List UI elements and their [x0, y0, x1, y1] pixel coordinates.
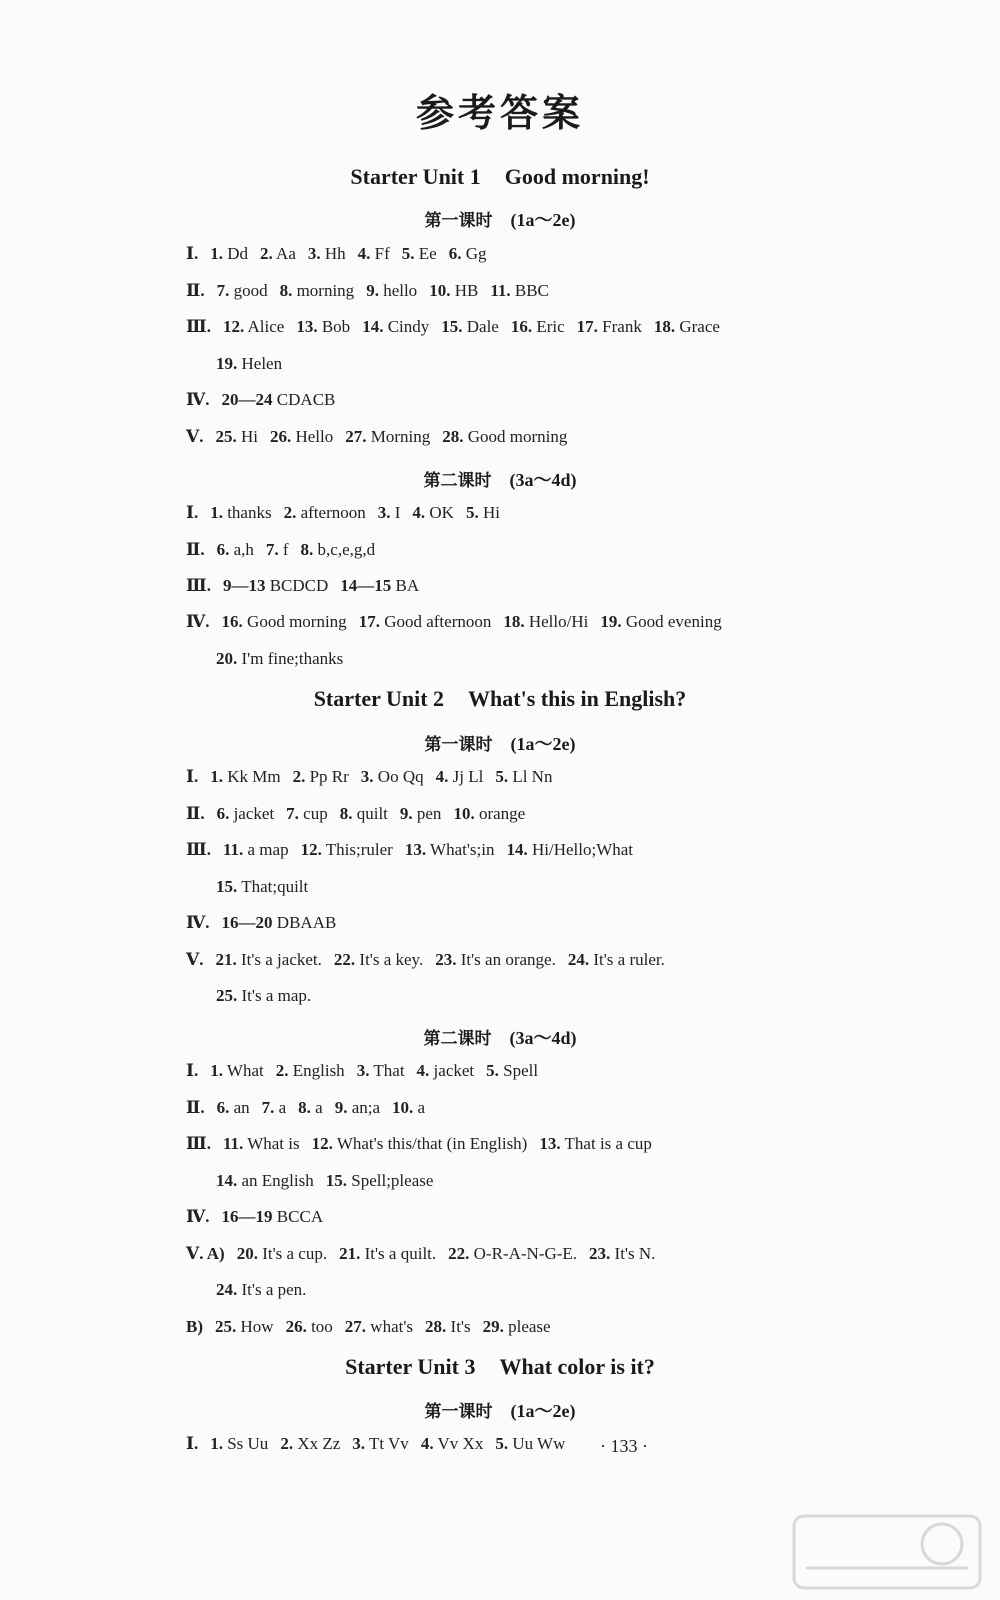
answer-line — [186, 244, 487, 264]
question-number: 11. — [222, 1134, 244, 1153]
unit-2-title-subtitle: What's this in English? — [468, 686, 687, 711]
answer-text: quilt — [356, 804, 388, 823]
answer-line — [186, 540, 375, 560]
answer-text: What — [226, 1061, 264, 1080]
answer-text: DBAAB — [276, 913, 337, 932]
answer-text: Dale — [466, 317, 499, 336]
question-number: 23. — [435, 950, 457, 969]
section-numeral: Ⅲ. — [186, 317, 211, 336]
question-number: 14—15 — [340, 576, 392, 595]
answer-text: hello — [383, 281, 418, 300]
answer-text: Good morning — [467, 427, 568, 446]
question-number: 28. — [425, 1317, 447, 1336]
question-number: 21. — [339, 1244, 361, 1263]
answer-text: BA — [395, 576, 420, 595]
answer-text: Vv Xx — [437, 1434, 484, 1453]
question-number: 3. — [360, 767, 374, 786]
answer-text: Pp Rr — [309, 767, 349, 786]
question-number: 20. — [236, 1244, 258, 1263]
answer-text: Hi — [482, 503, 500, 522]
question-number: 17. — [576, 317, 598, 336]
question-number: 22. — [448, 1244, 470, 1263]
answer-text: Alice — [247, 317, 285, 336]
answer-text: Hi/Hello;What — [532, 840, 634, 859]
answer-text: CDACB — [276, 390, 336, 409]
question-number: 13. — [296, 317, 318, 336]
question-number: 5. — [495, 767, 509, 786]
question-number: 16. — [510, 317, 533, 336]
answer-text: It's — [450, 1317, 471, 1336]
section-numeral: Ⅱ. — [186, 540, 205, 559]
question-number: 6. — [216, 1098, 230, 1117]
section-numeral: Ⅰ. — [186, 1061, 199, 1080]
answer-text: Hi — [240, 427, 258, 446]
unit-2-lesson-2-title — [0, 1024, 1000, 1050]
section-numeral: Ⅱ. — [186, 281, 205, 300]
answer-text: What's this/that (in English) — [336, 1134, 528, 1153]
answer-text: BBC — [514, 281, 549, 300]
section-numeral: Ⅲ. — [186, 1134, 211, 1153]
answer-text: Grace — [679, 317, 720, 336]
question-number: 25. — [215, 427, 237, 446]
question-number: 15. — [216, 877, 238, 896]
section-numeral: Ⅲ. — [186, 840, 211, 859]
question-number: 4. — [357, 244, 371, 263]
answer-text: That — [373, 1061, 405, 1080]
lesson-label: 第一课时 — [424, 211, 493, 231]
question-number: 9. — [399, 804, 413, 823]
question-number: 17. — [358, 612, 380, 631]
answer-text: afternoon — [300, 503, 366, 522]
lesson-range: (3a～4d) — [509, 1028, 577, 1048]
answer-text: What's;in — [430, 840, 495, 859]
question-number: 18. — [653, 317, 676, 336]
section-numeral: Ⅳ. — [186, 913, 210, 932]
answer-text: OK — [429, 503, 454, 522]
question-number: 24. — [216, 1280, 238, 1299]
section-numeral: Ⅴ. — [186, 427, 204, 446]
question-number: 12. — [311, 1134, 333, 1153]
question-number: 2. — [275, 1061, 289, 1080]
unit-2-title — [0, 686, 1000, 712]
lesson-range: (1a～2e) — [510, 734, 576, 754]
answer-text: Hh — [324, 244, 346, 263]
section-numeral: Ⅰ. — [186, 767, 199, 786]
answer-text: an English — [241, 1171, 314, 1190]
question-number: 7. — [265, 540, 279, 559]
answer-text: a — [417, 1098, 426, 1117]
question-number: 22. — [333, 950, 356, 969]
answer-text: Cindy — [387, 317, 430, 336]
answer-text: Good evening — [625, 612, 722, 631]
question-number: 2. — [280, 1434, 294, 1453]
question-number: 12. — [300, 840, 322, 859]
question-number: 27. — [344, 1317, 367, 1336]
answer-text: Ee — [418, 244, 437, 263]
answer-text: Ll Nn — [512, 767, 553, 786]
lesson-label: 第一课时 — [424, 735, 493, 755]
question-number: 14. — [216, 1171, 238, 1190]
question-number: 3. — [352, 1434, 366, 1453]
question-number: 25. — [215, 1317, 237, 1336]
answer-text: morning — [296, 281, 355, 300]
answer-text: English — [292, 1061, 345, 1080]
question-number: 3. — [377, 503, 391, 522]
answer-text: jacket — [233, 804, 275, 823]
answer-line — [186, 317, 720, 337]
unit-1-title-name: Starter Unit 1 — [350, 164, 481, 189]
lesson-range: (1a～2e) — [510, 1401, 576, 1421]
question-number: 1. — [210, 244, 223, 263]
answer-text: It's a pen. — [241, 1280, 307, 1299]
answer-text: It's a map. — [241, 986, 312, 1005]
answer-text: an — [233, 1098, 250, 1117]
unit-3-title-name: Starter Unit 3 — [345, 1354, 476, 1379]
answer-text: f — [282, 540, 289, 559]
watermark-logo-icon — [792, 1512, 982, 1592]
answer-text: b,c,e,g,d — [317, 540, 376, 559]
question-number: 7. — [261, 1098, 275, 1117]
section-numeral: Ⅰ. — [186, 1434, 199, 1453]
unit-1-title — [0, 164, 1000, 190]
question-number: 6. — [448, 244, 462, 263]
question-number: 16. — [221, 612, 243, 631]
question-number: 9. — [334, 1098, 348, 1117]
answer-line — [186, 1098, 425, 1118]
question-number: 15. — [441, 317, 463, 336]
question-number: 19. — [600, 612, 622, 631]
answer-line — [186, 390, 335, 410]
answer-text: jacket — [433, 1061, 475, 1080]
answer-line — [216, 354, 282, 374]
answer-line — [186, 612, 722, 632]
answer-text: please — [508, 1317, 551, 1336]
answer-text: orange — [478, 804, 526, 823]
lesson-range: (1a～2e) — [510, 210, 576, 230]
answer-text: Oo Qq — [377, 767, 424, 786]
answer-text: Spell — [503, 1061, 539, 1080]
answer-line — [186, 576, 419, 596]
lesson-label: 第一课时 — [424, 1402, 493, 1422]
question-number: 3. — [307, 244, 321, 263]
unit-3-lesson-1-title — [0, 1397, 1000, 1423]
unit-3-title — [0, 1354, 1000, 1380]
answer-text: Tt Vv — [368, 1434, 409, 1453]
question-number: 8. — [279, 281, 293, 300]
answer-line — [186, 1061, 538, 1081]
answer-text: How — [240, 1317, 274, 1336]
question-number: 11. — [222, 840, 244, 859]
answer-text: Jj Ll — [452, 767, 484, 786]
question-number: 10. — [392, 1098, 414, 1117]
question-number: 14. — [506, 840, 528, 859]
lesson-label: 第二课时 — [423, 1029, 492, 1049]
question-number: 1. — [210, 767, 223, 786]
section-numeral: Ⅱ. — [186, 804, 205, 823]
answer-text: O-R-A-N-G-E. — [473, 1244, 578, 1263]
answer-text: too — [311, 1317, 333, 1336]
question-number: 7. — [286, 804, 299, 823]
answer-line — [216, 877, 308, 897]
section-numeral: Ⅴ. A) — [186, 1244, 225, 1263]
question-number: 7. — [216, 281, 230, 300]
question-number: 5. — [495, 1434, 509, 1453]
answer-line — [186, 1434, 565, 1454]
question-number: 13. — [539, 1134, 561, 1153]
question-number: 3. — [356, 1061, 370, 1080]
answer-text: I'm fine;thanks — [241, 649, 344, 668]
answer-line — [216, 1280, 306, 1300]
answer-text: Ss Uu — [227, 1434, 269, 1453]
answer-text: Kk Mm — [227, 767, 281, 786]
answer-text: That;quilt — [241, 877, 309, 896]
answer-text: cup — [303, 804, 328, 823]
unit-2-title-name: Starter Unit 2 — [313, 686, 445, 711]
answer-text: Good afternoon — [384, 612, 492, 631]
section-numeral: Ⅰ. — [186, 503, 199, 522]
answer-text: Aa — [276, 244, 296, 263]
unit-1-lesson-1-title — [0, 206, 1000, 232]
answer-text: a map — [247, 840, 289, 859]
answer-text: Dd — [227, 244, 248, 263]
answer-text: It's a key. — [359, 950, 424, 969]
question-number: 2. — [292, 767, 306, 786]
question-number: 29. — [482, 1317, 504, 1336]
answer-text: That is a cup — [564, 1134, 652, 1153]
answer-line — [186, 1244, 655, 1264]
question-number: 26. — [285, 1317, 307, 1336]
page-number: · 133 · — [600, 1436, 648, 1456]
question-number: 9—13 — [222, 576, 266, 595]
lesson-label: 第二课时 — [423, 471, 492, 491]
question-number: 20—24 — [221, 390, 273, 409]
question-number: 5. — [465, 503, 479, 522]
question-number: 1. — [210, 1434, 223, 1453]
answer-text: HB — [454, 281, 479, 300]
answer-text: Hello/Hi — [528, 612, 589, 631]
unit-2-lesson-1-title — [0, 730, 1000, 756]
answer-text: What is — [247, 1134, 300, 1153]
question-number: 2. — [259, 244, 273, 263]
answer-text: Spell;please — [351, 1171, 434, 1190]
answer-text: Gg — [465, 244, 487, 263]
question-number: 8. — [339, 804, 353, 823]
section-numeral: Ⅴ. — [186, 950, 204, 969]
answer-text: Bob — [321, 317, 351, 336]
question-number: 2. — [283, 503, 297, 522]
question-number: 4. — [435, 767, 449, 786]
answer-text: Frank — [602, 317, 642, 336]
question-number: 28. — [442, 427, 464, 446]
question-number: 25. — [216, 986, 238, 1005]
question-number: 6. — [216, 804, 230, 823]
answer-line — [186, 767, 552, 787]
question-number: 12. — [222, 317, 245, 336]
answer-text: Ff — [374, 244, 390, 263]
answer-text: Uu Ww — [512, 1434, 566, 1453]
question-number: 8. — [298, 1098, 311, 1117]
question-number: 5. — [401, 244, 415, 263]
page-title: 参考答案 — [415, 91, 584, 135]
answer-text: Eric — [536, 317, 565, 336]
section-numeral: B) — [186, 1317, 203, 1336]
question-number: 4. — [416, 1061, 430, 1080]
question-number: 18. — [503, 612, 525, 631]
question-number: 4. — [420, 1434, 434, 1453]
answer-text: I — [394, 503, 401, 522]
answer-line — [186, 1134, 652, 1154]
answer-text: Xx Zz — [297, 1434, 341, 1453]
answer-text: Morning — [370, 427, 431, 446]
lesson-range: (3a～4d) — [509, 470, 577, 490]
answer-text: what's — [370, 1317, 414, 1336]
unit-1-title-subtitle: Good morning! — [504, 164, 650, 189]
answer-text: Good morning — [247, 612, 347, 631]
answer-line — [186, 281, 549, 301]
question-number: 5. — [486, 1061, 499, 1080]
answer-text: pen — [416, 804, 442, 823]
answer-text: thanks — [227, 503, 272, 522]
question-number: 9. — [366, 281, 379, 300]
answer-text: This;ruler — [325, 840, 393, 859]
answer-line — [186, 913, 336, 933]
question-number: 14. — [362, 317, 384, 336]
section-numeral: Ⅲ. — [186, 576, 211, 595]
question-number: 13. — [404, 840, 427, 859]
answer-text: It's a cup. — [262, 1244, 328, 1263]
unit-3-title-subtitle: What color is it? — [499, 1354, 655, 1379]
question-number: 27. — [345, 427, 367, 446]
question-number: 16—19 — [221, 1207, 273, 1226]
answer-line — [186, 427, 567, 447]
answer-line — [216, 1171, 433, 1191]
question-number: 16—20 — [221, 913, 273, 932]
answer-text: It's a ruler. — [593, 950, 665, 969]
answer-text: a — [278, 1098, 287, 1117]
question-number: 21. — [215, 950, 237, 969]
section-numeral: Ⅱ. — [186, 1098, 205, 1117]
answer-line — [186, 840, 633, 860]
question-number: 15. — [325, 1171, 347, 1190]
section-numeral: Ⅰ. — [186, 244, 199, 263]
question-number: 20. — [216, 649, 238, 668]
question-number: 1. — [210, 503, 223, 522]
question-number: 4. — [412, 503, 426, 522]
answer-line — [216, 986, 311, 1006]
question-number: 10. — [429, 281, 451, 300]
answer-text: BCDCD — [269, 576, 329, 595]
question-number: 26. — [269, 427, 292, 446]
answer-text: a — [315, 1098, 323, 1117]
question-number: 6. — [216, 540, 230, 559]
question-number: 23. — [589, 1244, 611, 1263]
section-numeral: Ⅳ. — [186, 1207, 210, 1226]
answer-text: a,h — [233, 540, 254, 559]
section-numeral: Ⅳ. — [186, 612, 210, 631]
answer-line — [186, 804, 525, 824]
answer-text: It's a quilt. — [364, 1244, 437, 1263]
question-number: 11. — [490, 281, 511, 300]
answer-text: It's a jacket. — [240, 950, 322, 969]
answer-line — [186, 503, 500, 523]
answer-line — [216, 649, 343, 669]
answer-line — [186, 950, 665, 970]
answer-text: It's an orange. — [460, 950, 556, 969]
answer-line — [186, 1207, 323, 1227]
question-number: 1. — [210, 1061, 223, 1080]
answer-text: Helen — [241, 354, 283, 373]
question-number: 8. — [300, 540, 314, 559]
answer-line — [186, 1317, 551, 1337]
unit-1-lesson-2-title — [0, 466, 1000, 492]
answer-text: good — [233, 281, 268, 300]
answer-text: Hello — [295, 427, 334, 446]
answer-text: It's N. — [614, 1244, 656, 1263]
question-number: 19. — [216, 354, 238, 373]
answer-text: BCCA — [276, 1207, 324, 1226]
section-numeral: Ⅳ. — [186, 390, 210, 409]
answer-text: an;a — [351, 1098, 381, 1117]
question-number: 10. — [453, 804, 475, 823]
question-number: 24. — [567, 950, 590, 969]
